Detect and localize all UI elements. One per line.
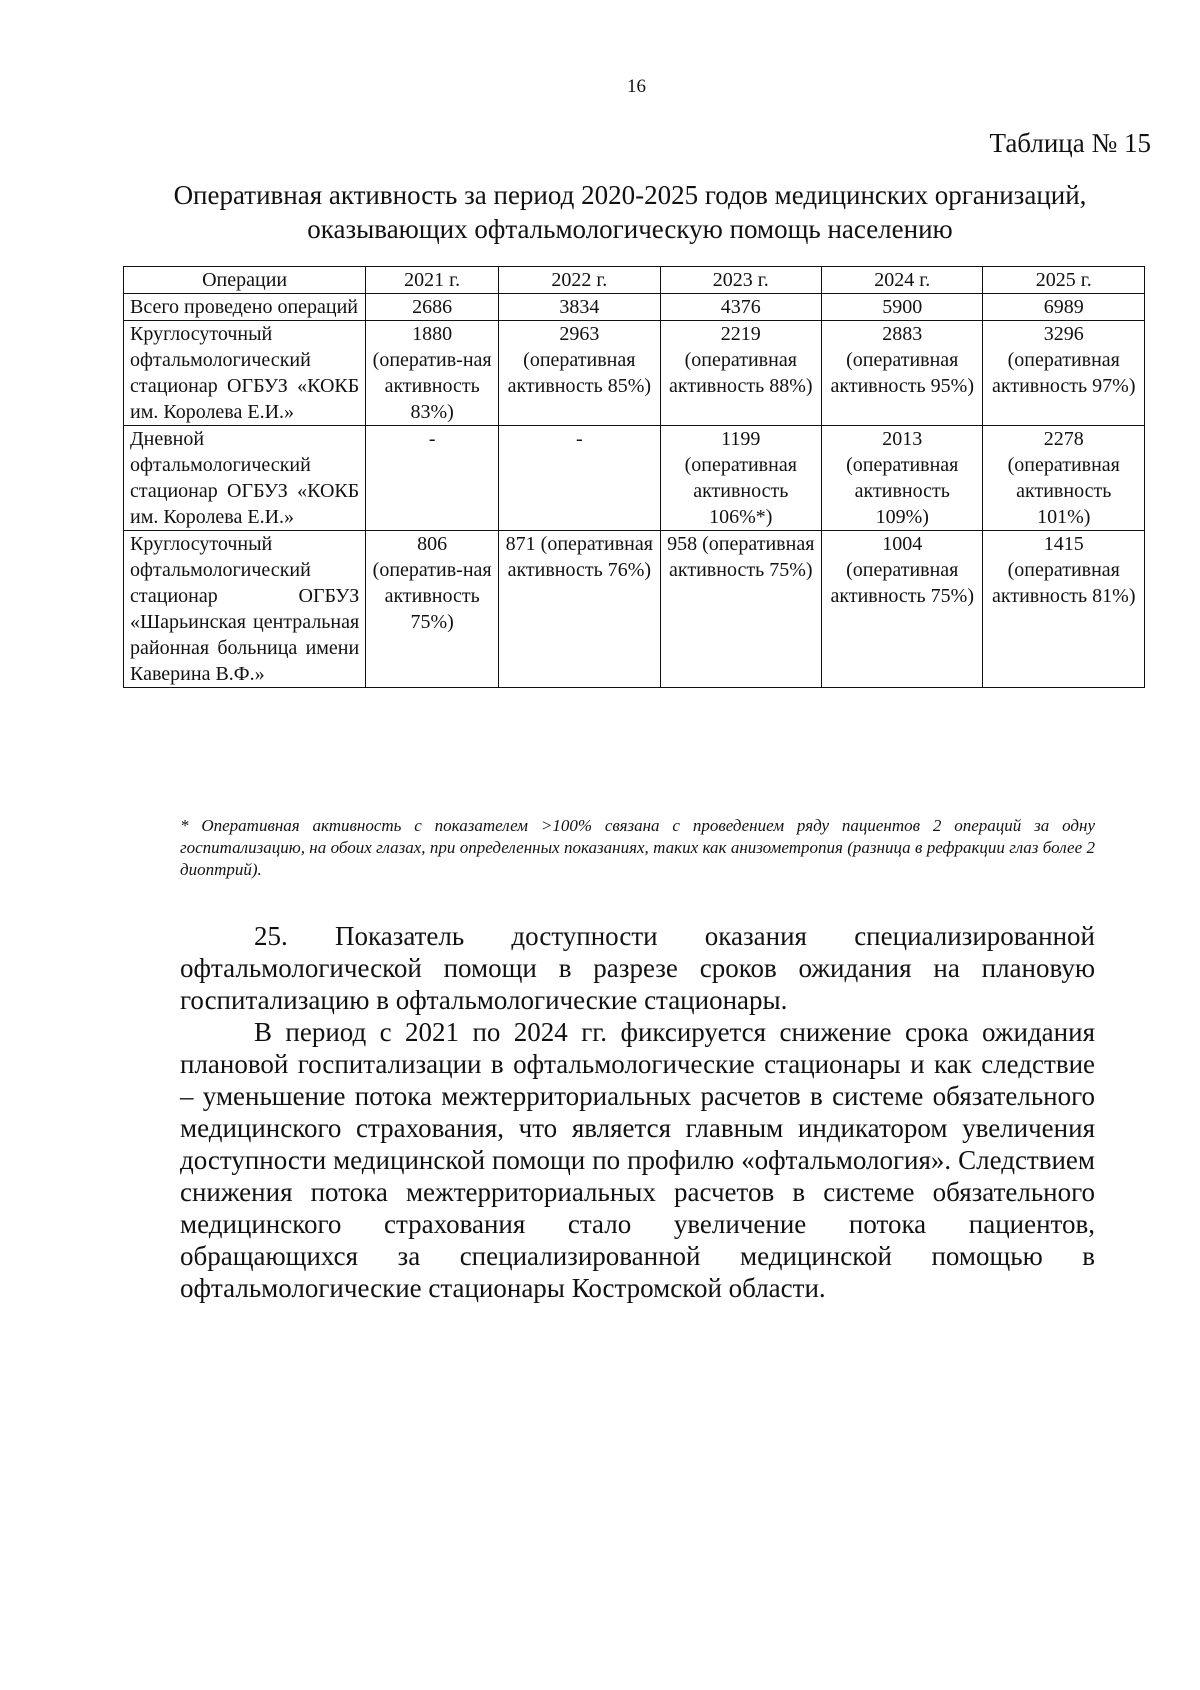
header-2023: 2023 г.: [660, 267, 821, 294]
row-label: Круглосуточный офтальмологический стационар ОГБУЗ «Шарьинская центральная районная больница имени Каверина В.Ф.»: [124, 531, 366, 688]
table-cell: -: [366, 426, 499, 531]
row-label: Дневной офтальмологический стационар ОГБУЗ «КОКБ им. Королева Е.И.»: [124, 426, 366, 531]
table-cell: 5900: [822, 294, 983, 321]
table-label: Таблица № 15: [989, 128, 1151, 158]
table-cell: 2686: [366, 294, 499, 321]
header-2021: 2021 г.: [366, 267, 499, 294]
table-cell: 871 (оперативная активность 76%): [499, 531, 660, 688]
table-cell: 1004 (оперативная активность 75%): [822, 531, 983, 688]
row-label: Круглосуточный офтальмологический стационар ОГБУЗ «КОКБ им. Королева Е.И.»: [124, 321, 366, 426]
table-header-row: [124, 267, 1145, 294]
table-cell: 2219 (оперативная активность 88%): [660, 321, 821, 426]
table-cell: 3834: [499, 294, 660, 321]
table-cell: -: [499, 426, 660, 531]
table-row: [124, 294, 1145, 321]
header-2024: 2024 г.: [822, 267, 983, 294]
table-cell: 2883 (оперативная активность 95%): [822, 321, 983, 426]
table-cell: 806 (оператив-ная активность 75%): [366, 531, 499, 688]
table-row: [124, 531, 1145, 688]
header-operations: Операции: [124, 267, 366, 294]
table-cell: 2278 (оперативная активность 101%): [983, 426, 1145, 531]
operations-table: [123, 266, 1145, 688]
table-row: [124, 321, 1145, 426]
table-cell: 6989: [983, 294, 1145, 321]
paragraph: В период с 2021 по 2024 гг. фиксируется снижение срока ожидания плановой госпитализации в офтальмологические стационары и как следствие – уменьшение потока межтерриториальных расчетов в системе обязательного медицинского страхования, что является главным индикатором увеличения доступности медицинской помощи по профилю «офтальмология». Следствием снижения потока межтерриториальных расчетов в системе обязательного медицинского страхования стало увеличение потока пациентов, обращающихся за специализированной медицинской помощью в офтальмологические стационары Костромской области.: [180, 1017, 1095, 1303]
table-cell: 4376: [660, 294, 821, 321]
table-cell: 2013 (оперативная активность 109%): [822, 426, 983, 531]
table-cell: 2963 (оперативная активность 85%): [499, 321, 660, 426]
table-cell: 1880 (оператив-ная активность 83%): [366, 321, 499, 426]
header-2022: 2022 г.: [499, 267, 660, 294]
header-2025: 2025 г.: [983, 267, 1145, 294]
row-label: Всего проведено операций: [124, 294, 366, 321]
paragraph: 25. Показатель доступности оказания специализированной офтальмологической помощи в разрезе сроков ожидания на плановую госпитализацию в офтальмологические стационары.: [180, 921, 1095, 1015]
table-cell: 1415 (оперативная активность 81%): [983, 531, 1145, 688]
table-cell: 3296 (оперативная активность 97%): [983, 321, 1145, 426]
table-title: Оперативная активность за период 2020-2025 годов медицинских организаций, оказывающих офтальмологическую помощь населению: [173, 180, 1087, 244]
table-cell: 958 (оперативная активность 75%): [660, 531, 821, 688]
table-row: [124, 426, 1145, 531]
footnote: * Оперативная активность с показателем >100% связана с проведением ряду пациентов 2 операций за одну госпитализацию, на обоих глазах, при определенных показаниях, таких как анизометропия (разница в рефракции глаз более 2 диоптрий).: [180, 816, 1095, 879]
page-number: 16: [627, 76, 646, 97]
body-text: [180, 920, 1095, 1304]
table-cell: 1199 (оперативная активность 106%*): [660, 426, 821, 531]
